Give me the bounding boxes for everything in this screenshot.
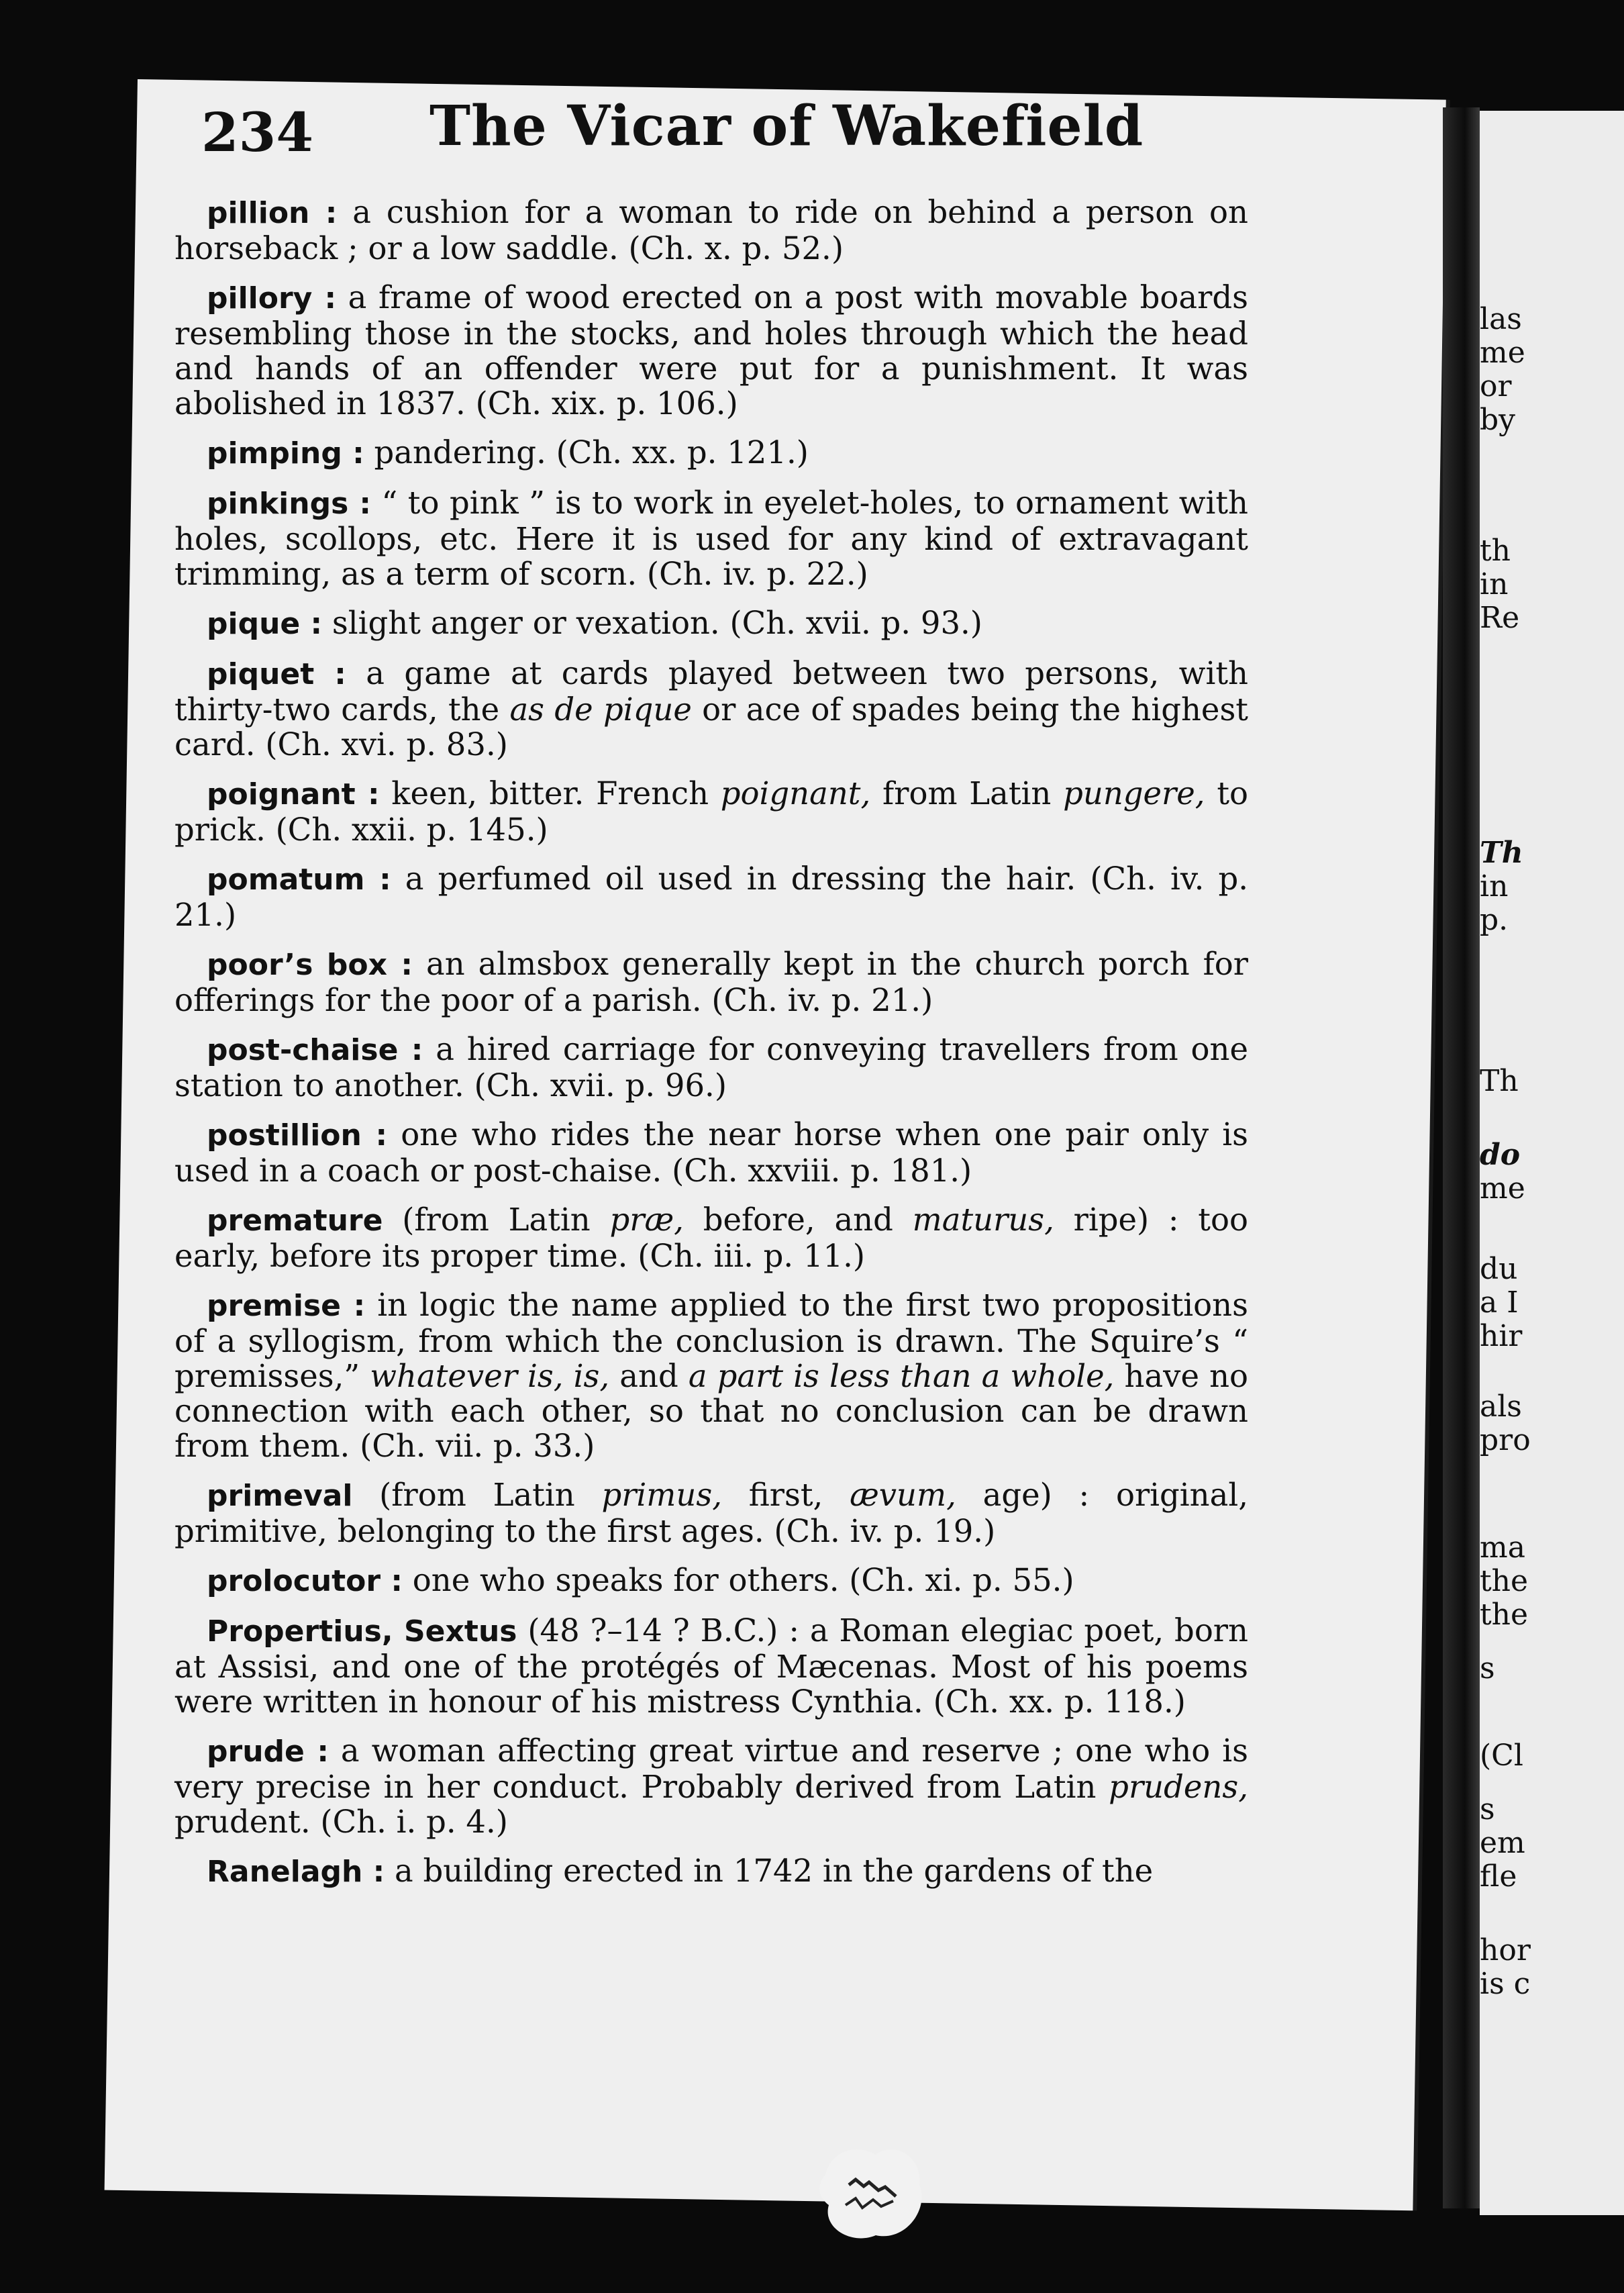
headword: piquet :: [207, 657, 346, 691]
glossary-entry: [174, 656, 1248, 762]
headword: pimping :: [207, 436, 364, 471]
facing-fragment: hor: [1480, 1933, 1531, 1967]
facing-fragment: Th: [1480, 836, 1523, 870]
glossary-entry: [174, 1287, 1248, 1463]
headword: pillory :: [207, 281, 337, 315]
definition: before, and: [683, 1202, 913, 1238]
definition: and: [609, 1358, 689, 1394]
facing-fragment: th: [1480, 534, 1511, 568]
facing-fragment: by: [1480, 403, 1516, 437]
definition: pandering. (Ch. xx. p. 121.): [364, 434, 809, 471]
italic-term: maturus,: [912, 1202, 1054, 1238]
glossary-entry: [174, 1733, 1248, 1839]
definition: age) : original, primitive, belonging to the first ages. (Ch. iv. p. 19.): [174, 1477, 1249, 1549]
facing-fragment: the: [1480, 1598, 1529, 1632]
glossary-entry: [174, 1613, 1248, 1719]
glossary-entry: [174, 861, 1248, 932]
glossary-entry: [174, 1117, 1248, 1188]
definition: a frame of wood erected on a post with movable boards resembling those in the stocks, and holes through which the head and hands of an offender were put for a punishment. It was abolished in 1837. (Ch. xix. p. 106.): [174, 279, 1248, 422]
definition: a building erected in 1742 in the gardens of the: [385, 1853, 1154, 1889]
headword: Propertius, Sextus: [207, 1614, 517, 1649]
glossary-entry: [174, 1477, 1248, 1549]
glossary-entry: [174, 485, 1248, 591]
facing-fragment: is c: [1480, 1967, 1531, 2001]
definition: a hired carriage for conveying travellers from one station to another. (Ch. xvii. p. 96.): [174, 1031, 1248, 1104]
definition: “ to pink ” is to work in eyelet-holes, to ornament with holes, scollops, etc. Here it is used for any kind of extravagant trimming, as a term of scorn. (Ch. iv. p. 22.): [174, 485, 1248, 592]
italic-term: primus,: [601, 1477, 722, 1513]
italic-term: pungere,: [1063, 775, 1205, 812]
facing-fragment: the: [1480, 1564, 1529, 1598]
book-spine: [1443, 107, 1480, 2208]
headword: pomatum :: [207, 863, 391, 897]
book-title: The Vicar of Wakefield: [429, 94, 1144, 158]
headword: Ranelagh :: [207, 1855, 385, 1889]
headword: poor’s box :: [207, 948, 413, 982]
headword: postillion :: [207, 1118, 388, 1153]
facing-fragment: or: [1480, 369, 1512, 403]
glossary-entry: [174, 1032, 1248, 1103]
library-stamp-mark: [812, 2135, 933, 2249]
glossary-entry: [174, 435, 1248, 471]
headword: premise :: [207, 1289, 366, 1323]
facing-fragment: hir: [1480, 1319, 1523, 1353]
definition: slight anger or vexation. (Ch. xvii. p. 93.): [322, 605, 982, 641]
facing-fragment: s: [1480, 1792, 1495, 1826]
definition: from Latin: [870, 775, 1064, 812]
facing-fragment: Re: [1480, 601, 1520, 635]
italic-term: a part is less than a whole,: [688, 1358, 1115, 1394]
facing-fragment: las: [1480, 302, 1522, 336]
facing-fragment: p.: [1480, 903, 1509, 937]
glossary-entry: [174, 605, 1248, 642]
definition: one who speaks for others. (Ch. xi. p. 55.): [403, 1562, 1074, 1598]
headword: pinkings :: [207, 487, 371, 521]
facing-fragment: in: [1480, 567, 1509, 601]
italic-term: poignant,: [720, 775, 871, 812]
definition: a woman affecting great virtue and reserve ; one who is very precise in her conduct. Probably derived from Latin: [174, 1733, 1248, 1805]
definition: one who rides the near horse when one pair only is used in a coach or post-chaise. (Ch. xxviii. p. 181.): [174, 1116, 1248, 1189]
facing-fragment: s: [1480, 1651, 1495, 1686]
headword: pique :: [207, 607, 323, 641]
facing-fragment: me: [1480, 336, 1525, 370]
italic-term: as de pique: [509, 691, 692, 728]
page-number: 234: [201, 101, 313, 164]
definition: a perfumed oil used in dressing the hair. (Ch. iv. p. 21.): [174, 861, 1248, 933]
glossary-entry: [174, 776, 1248, 847]
headword: prolocutor :: [207, 1564, 403, 1598]
glossary-entry: [174, 1202, 1248, 1273]
facing-page-text: [1480, 111, 1624, 2192]
glossary-entry: [174, 946, 1248, 1018]
facing-fragment: fle: [1480, 1859, 1517, 1894]
definition: to prick. (Ch. xxii. p. 145.): [174, 775, 1249, 848]
facing-fragment: in: [1480, 869, 1509, 904]
italic-term: prudens,: [1109, 1769, 1248, 1805]
definition: (48 ?–14 ? B.C.) : a Roman elegiac poet, born at Assisi, and one of the protégés of Mæcenas. Most of his poems were written in honour of his mistress Cynthia. (Ch. xx. p. 118.): [174, 1612, 1248, 1720]
headword: post-chaise :: [207, 1033, 423, 1067]
headword: pillion :: [207, 196, 338, 230]
facing-fragment: Th: [1480, 1064, 1519, 1098]
headword: primeval: [207, 1479, 353, 1513]
italic-term: ævum,: [850, 1477, 956, 1513]
glossary-entry: [174, 1563, 1248, 1599]
glossary-entry: [174, 195, 1248, 266]
facing-fragment: do: [1480, 1138, 1521, 1172]
definition: ripe) : too early, before its proper time. (Ch. iii. p. 11.): [174, 1202, 1248, 1274]
glossary-entry: [174, 280, 1248, 421]
definition: prudent. (Ch. i. p. 4.): [174, 1804, 508, 1840]
running-head: [201, 94, 1235, 201]
definition: an almsbox generally kept in the church porch for offerings for the poor of a parish. (Ch. iv. p. 21.): [174, 946, 1248, 1018]
definition: (from Latin: [383, 1202, 610, 1238]
facing-fragment: du: [1480, 1252, 1518, 1286]
facing-fragment: a I: [1480, 1285, 1519, 1320]
headword: prude :: [207, 1735, 329, 1769]
facing-fragment: ma: [1480, 1530, 1525, 1565]
italic-term: whatever is, is,: [370, 1358, 610, 1394]
definition: or ace of spades being the highest card. (Ch. xvi. p. 83.): [174, 691, 1248, 763]
facing-fragment: me: [1480, 1171, 1525, 1206]
headword: premature: [207, 1204, 383, 1238]
definition: a game at cards played between two persons, with thirty-two cards, the: [174, 655, 1248, 728]
definition: keen, bitter. French: [379, 775, 721, 812]
facing-fragment: als: [1480, 1389, 1522, 1424]
facing-fragment: (Cl: [1480, 1739, 1523, 1773]
headword: poignant :: [207, 777, 380, 812]
definition: a cushion for a woman to ride on behind a person on horseback ; or a low saddle. (Ch. x. p. 52.): [174, 194, 1248, 266]
definition: in logic the name applied to the first two propositions of a syllogism, from which the conclusion is drawn. The Squire’s “ premisses,”: [174, 1287, 1248, 1394]
definition: first,: [722, 1477, 850, 1513]
italic-term: præ,: [609, 1202, 684, 1238]
facing-fragment: pro: [1480, 1423, 1531, 1457]
definition: have no connection with each other, so that no conclusion can be drawn from them. (Ch. vii. p. 33.): [174, 1358, 1249, 1464]
facing-fragment: em: [1480, 1826, 1525, 1860]
glossary-entries: [174, 195, 1248, 1904]
glossary-entry: [174, 1853, 1248, 1890]
definition: (from Latin: [352, 1477, 602, 1513]
